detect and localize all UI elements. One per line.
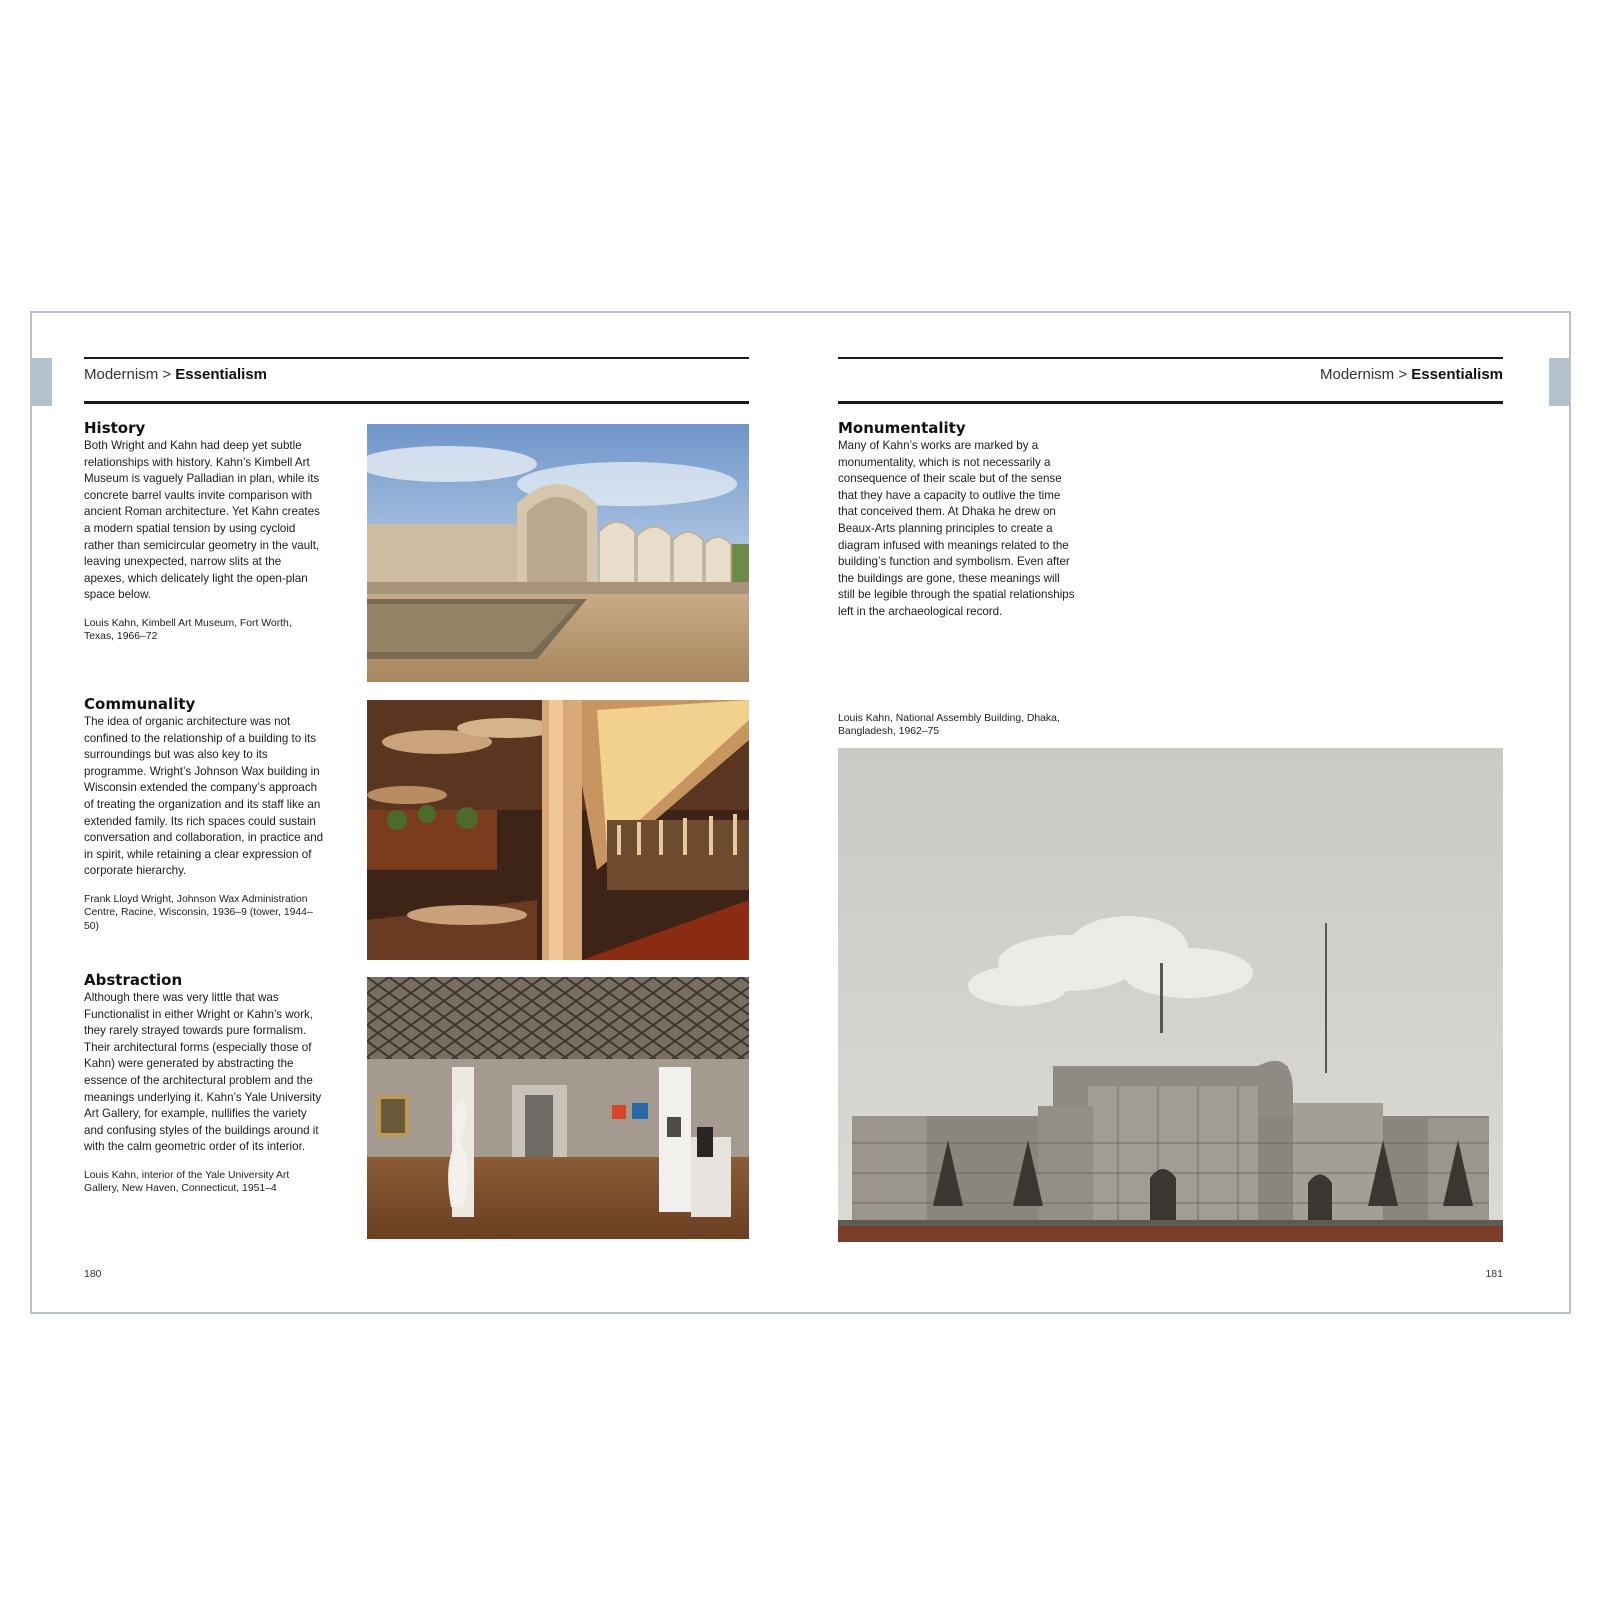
section-heading: History [84, 419, 146, 437]
section-body: Both Wright and Kahn had deep yet subtle relationships with history. Kahn’s Kimbell Art Museum is vaguely Palladian in plan, while its concrete barrel vaults invite comparison with ancient Roman architecture. Yet Kahn creates a modern spatial tension by using cycloid rather than semicircular geometry in the vault, leaving unexpected, narrow slits at the apexes, which delicately light the open-plan space below. [84, 439, 320, 602]
left-page [84, 313, 749, 1312]
section-heading: Communality [84, 695, 196, 713]
section-history [84, 419, 324, 644]
running-head-left: Modernism > Essentialism [84, 366, 268, 383]
section-body: The idea of organic architecture was not confined to the relationship of a building to its surroundings but was also key to its programme. Wright’s Johnson Wax building in Wisconsin extended the company’s approach of treating the organization and its staff like an extended family. Its rich spaces could sustain conversation and collaboration, in practice and in spirit, while retaining a clear expression of corporate hierarchy. [84, 715, 324, 878]
header-rule-thin [838, 357, 1503, 359]
figure-caption: Louis Kahn, Kimbell Art Museum, Fort Worth, Texas, 1966–72 [84, 617, 292, 643]
section-body: Many of Kahn’s works are marked by a monumentality, which is not necessarily a consequence of their scale but of the sense that they have a capacity to outlive the time that conceived them. At Dhaka he drew on Beaux-Arts planning principles to create a diagram infused with meanings related to the building’s function and symbolism. Even after the buildings are gone, these meanings will still be legible through the spatial relationships left in the archaeological record. [838, 439, 1075, 618]
photo-kimbell-art-museum [367, 424, 749, 682]
figure-caption: Frank Lloyd Wright, Johnson Wax Administration Centre, Racine, Wisconsin, 1936–9 (tower, 1944–50) [84, 893, 313, 932]
right-page [838, 313, 1503, 1312]
page-number: 180 [84, 1268, 102, 1280]
book-spread [30, 311, 1571, 1314]
right-thumb-tab [1549, 358, 1569, 406]
section-body: Although there was very little that was Functionalist in either Wright or Kahn’s work, they rarely strayed towards pure formalism. Their architectural forms (especially those of Kahn) were generated by abstracting the essence of the architectural problem and the meanings underlying it. Kahn’s Yale University Art Gallery, for example, nullifies the variety and confusing styles of the buildings around it with the calm geometric order of its interior. [84, 991, 322, 1154]
section-monumentality [838, 419, 1078, 621]
header-rule-thick [838, 401, 1503, 404]
header-rule-thin [84, 357, 749, 359]
figure-caption: Louis Kahn, National Assembly Building, Dhaka, Bangladesh, 1962–75 [838, 713, 1060, 738]
section-communality [84, 695, 324, 933]
running-head-right: Modernism > Essentialism [1319, 366, 1503, 383]
header-rule-thick [84, 401, 749, 404]
photo-yale-art-gallery [367, 977, 749, 1239]
figure-caption: Louis Kahn, interior of the Yale University Art Gallery, New Haven, Connecticut, 1951–4 [84, 1169, 290, 1195]
section-heading: Abstraction [84, 971, 183, 989]
photo-johnson-wax-interior [367, 700, 749, 960]
section-heading: Monumentality [838, 419, 966, 437]
left-thumb-tab [32, 358, 52, 406]
photo-national-assembly-dhaka [838, 748, 1503, 1242]
page-number: 181 [1485, 1268, 1503, 1280]
section-abstraction [84, 971, 324, 1196]
